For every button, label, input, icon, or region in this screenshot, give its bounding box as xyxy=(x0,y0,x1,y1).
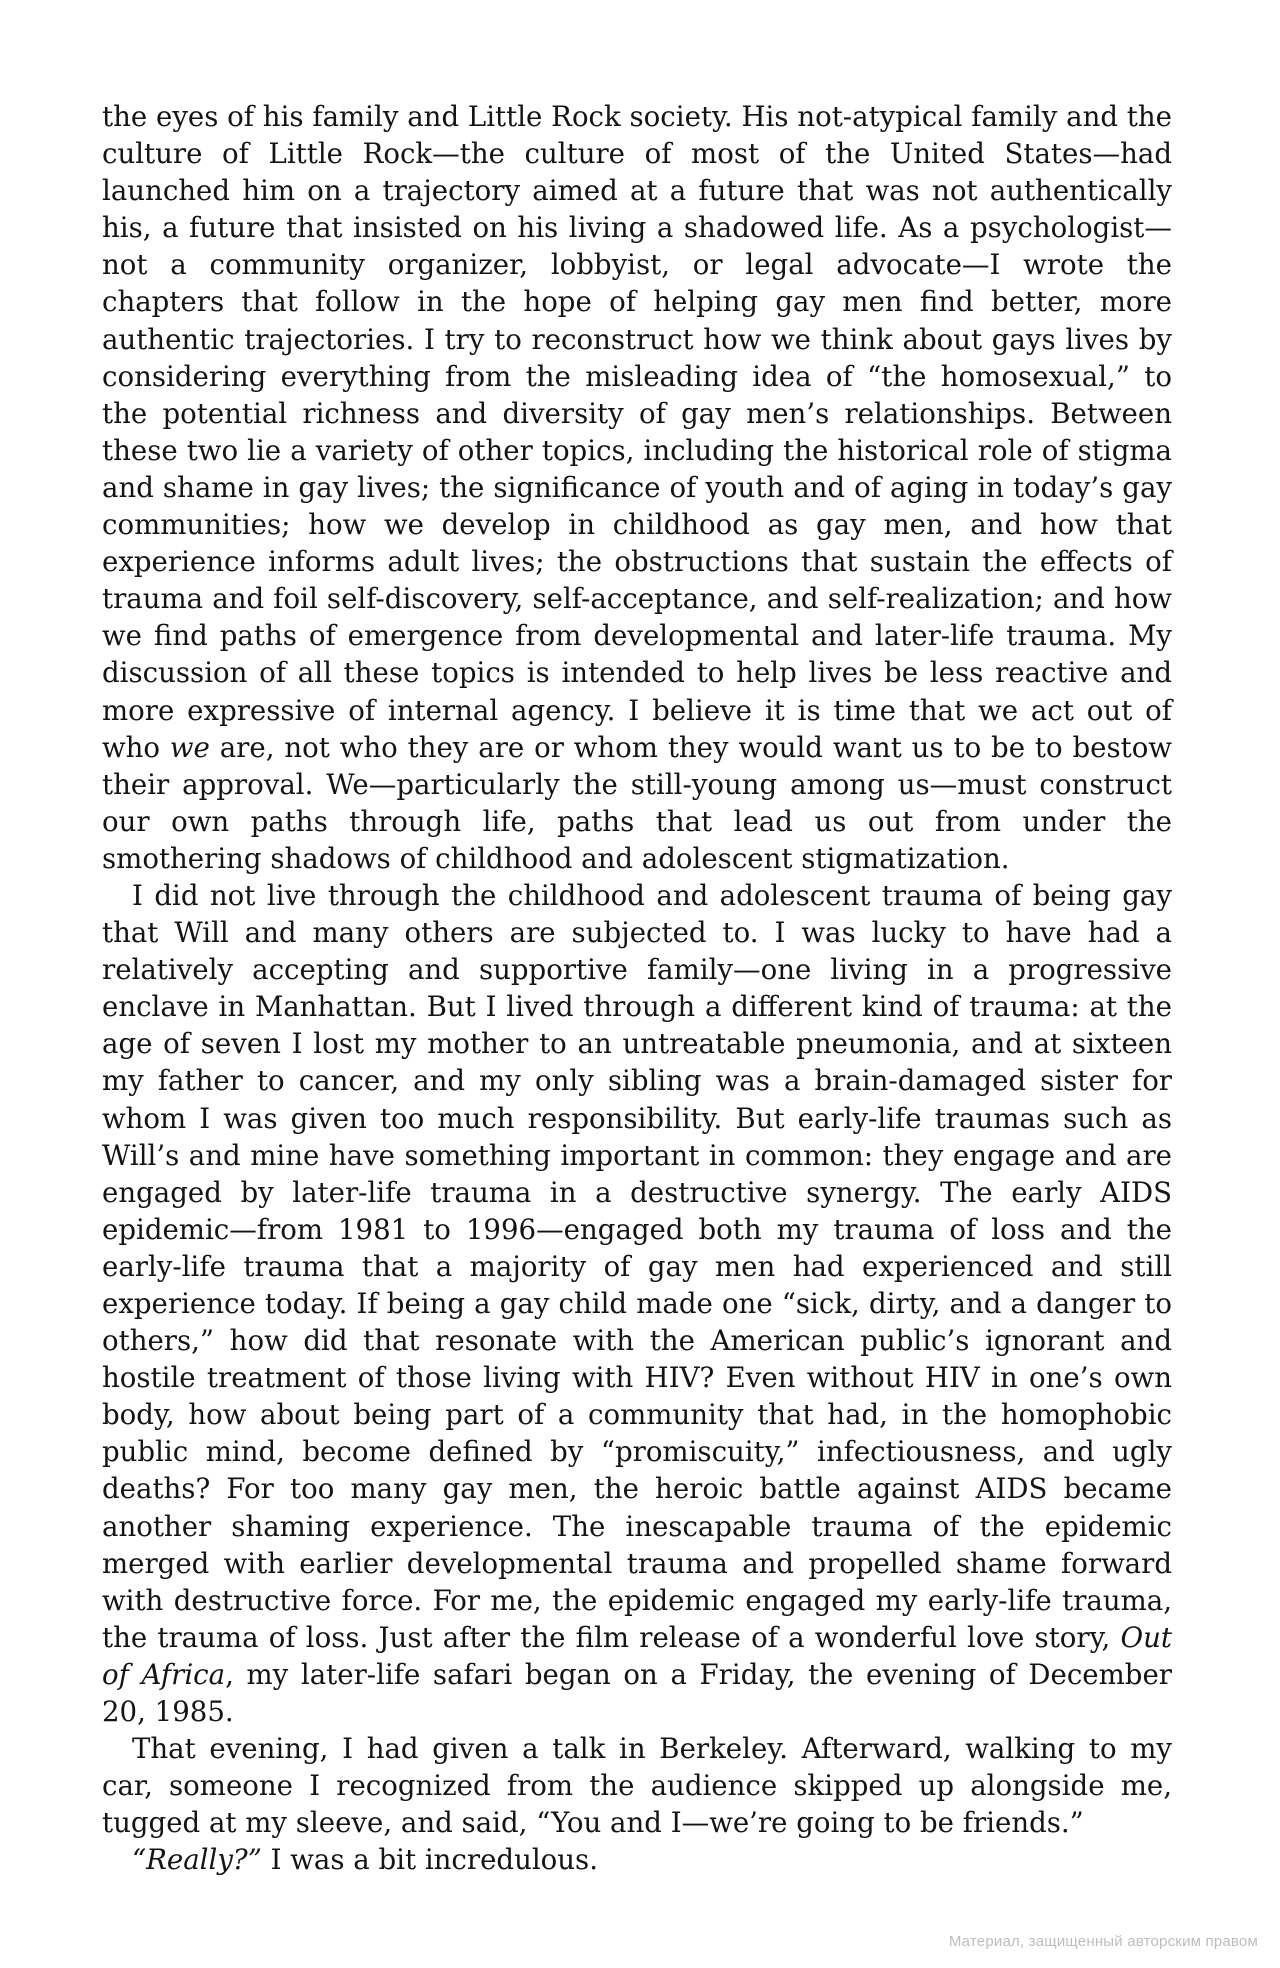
paragraph-text: are, not who they are or whom they would want us to be to bestow their approval. We—particularly the still-young among us—must construct our own paths through life, paths that lead us out from under the smothering shadows of childhood and adolescent stigmatization. xyxy=(102,730,1172,875)
emphasis-text: we xyxy=(169,730,210,764)
dialogue-italic: “Really?” xyxy=(132,1843,262,1877)
paragraph-text: the eyes of his family and Little Rock society. His not-atypical family and the culture of Little Rock—the culture of most of the United States—had launched him on a trajectory aimed at a future that was not authentically his, a future that insisted on his living a shadowed life. As a psychologist—not a community organizer, lobbyist, or legal advocate—I wrote the chapters that follow in the hope of helping gay men find better, more authentic trajectories. I try to reconstruct how we think about gays lives by considering everything from the misleading idea of “the homosexual,” to the potential richness and diversity of gay men’s relationships. Between these two lie a variety of other topics, including the historical role of stigma and shame in gay lives; the significance of youth and of aging in today’s gay communities; how we develop in childhood as gay men, and how that experience informs adult lives; the obstructions that sustain the effects of trauma and foil self-discovery, self-acceptance, and self-realization; and how we find paths of emergence from developmental and later-life trauma. My discussion of all these topics is intended to help lives be less reactive and more expressive of internal agency. I believe it is time that we act out of who xyxy=(102,100,1172,764)
paragraph-3 xyxy=(102,1730,1172,1841)
paragraph-4 xyxy=(102,1841,1172,1878)
paragraph-text: I was a bit incredulous. xyxy=(261,1843,598,1877)
paragraph-1 xyxy=(102,98,1172,877)
paragraph-text: I did not live through the childhood and adolescent trauma of being gay that Will and many others are subjected to. I was lucky to have had a relatively accepting and supportive family—one living in a progressive enclave in Manhattan. But I lived through a different kind of trauma: at the age of seven I lost my mother to an untreatable pneumonia, and at sixteen my father to cancer, and my only sibling was a brain-damaged sister for whom I was given too much responsibility. But early-life traumas such as Will’s and mine have something important in common: they engage and are engaged by later-life trauma in a destructive synergy. The early AIDS epidemic—from 1981 to 1996—engaged both my trauma of loss and the early-life trauma that a majority of gay men had experienced and still experience today. If being a gay child made one “sick, dirty, and a danger to others,” how did that resonate with the American public’s ignorant and hostile treatment of those living with HIV? Even without HIV in one’s own body, how about being part of a community that had, in the homophobic public mind, become defined by “promiscuity,” infectiousness, and ugly deaths? For too many gay men, the heroic battle against AIDS became another shaming experience. The inescapable trauma of the epidemic merged with earlier developmental trauma and propelled shame forward with destructive force. For me, the epidemic engaged my early-life trauma, the trauma of loss. Just after the film release of a wonderful love story, xyxy=(102,878,1172,1654)
paragraph-text: , my later-life safari began on a Friday, the evening of December 20, 1985. xyxy=(102,1657,1172,1729)
paragraph-text: That evening, I had given a talk in Berkeley. Afterward, walking to my car, someone I recognized from the audience skipped up alongside me, tugged at my sleeve, and said, “You and I—we’re going to be friends.” xyxy=(102,1732,1172,1840)
copyright-watermark: Материал, защищенный авторским правом xyxy=(948,1933,1258,1950)
film-title-italic: Out of Africa xyxy=(102,1620,1172,1691)
paragraph-2 xyxy=(102,877,1172,1730)
book-page-body xyxy=(102,98,1172,1879)
